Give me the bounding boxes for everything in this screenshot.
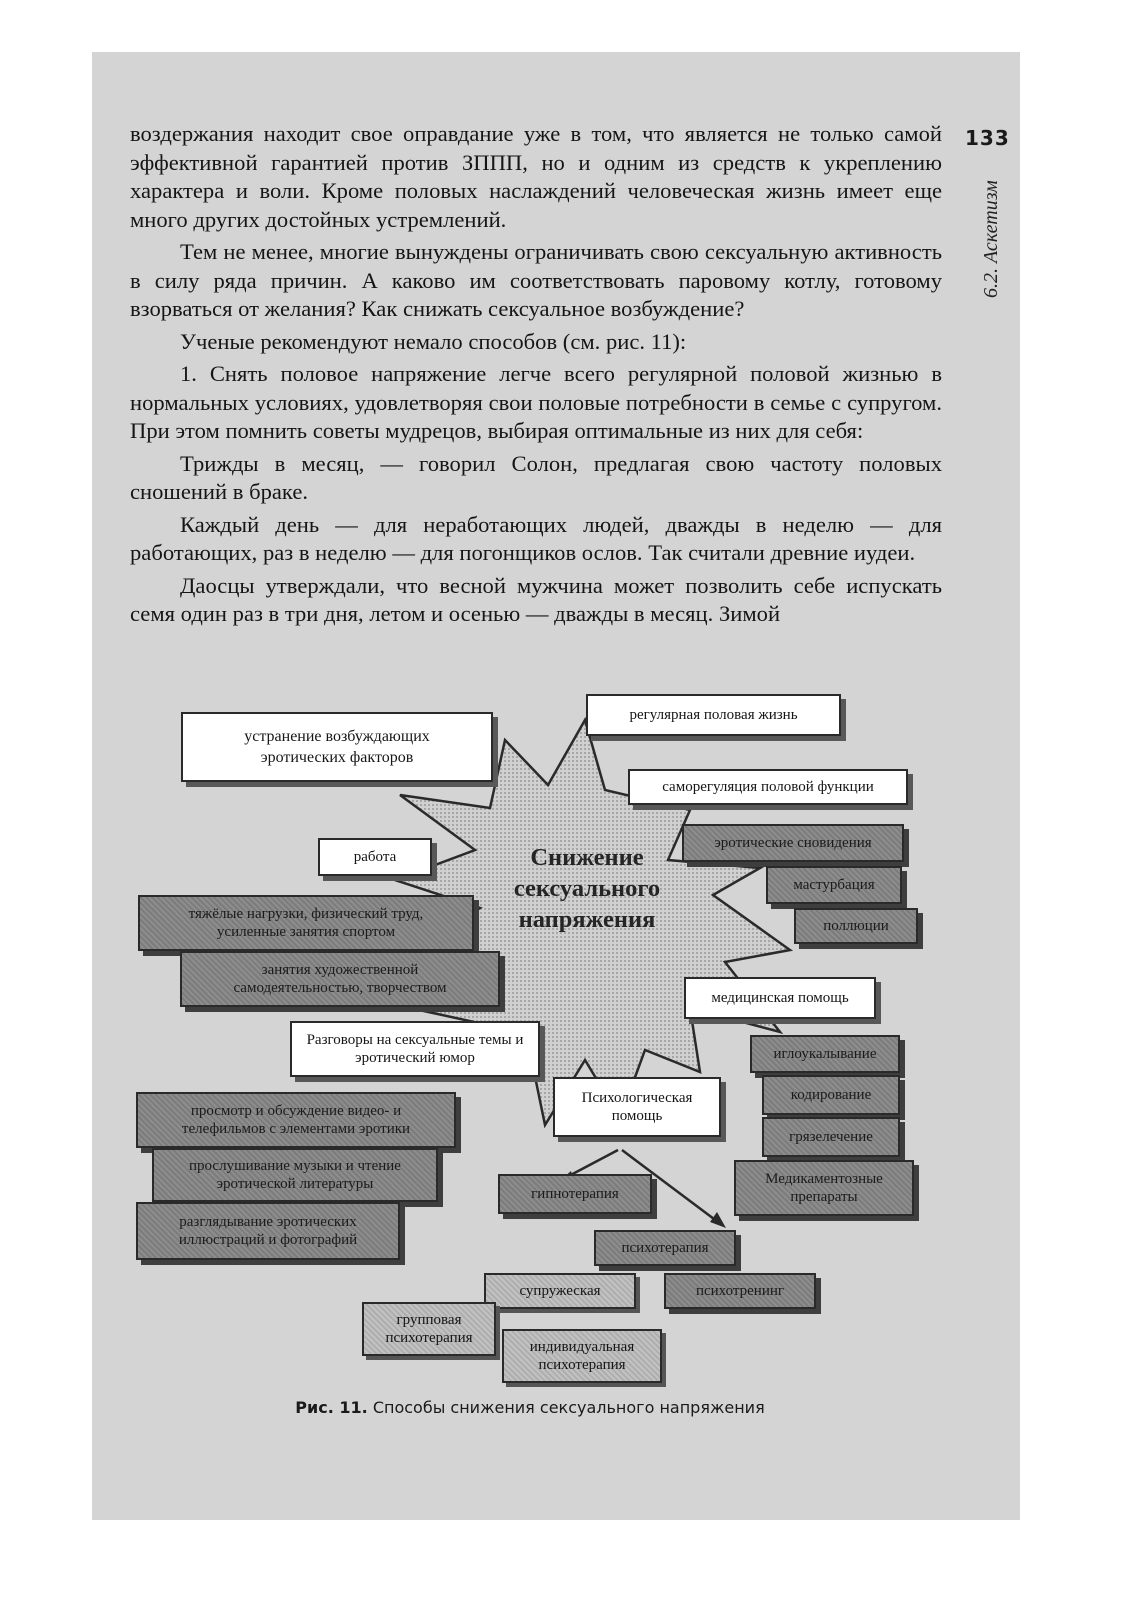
caption-text: Способы снижения сексуального напряжения [372,1398,765,1417]
node-razglyadyvanie: разглядывание эротических иллюстраций и фотографий [136,1202,400,1260]
diagram-center-title: Снижение сексуального напряжения [513,844,661,933]
paragraph-1: воздержания находит свое оправдание уже в том, что является не только самой эффективной гарантией против ЗППП, но и одним из средств к укреплению характера и воли. Кроме половых наслаждений человеческая жизнь имеет еще много других достойных устремлений. [130,121,942,232]
paragraph-4: 1. Снять половое напряжение легче всего регулярной половой жизнью в нормальных условиях, удовлетворяя свои половые потребности в семье с супругом. При этом помнить советы мудрецов, выбирая оптимальные из них для себя: [130,361,942,443]
node-psihoterapiya: психотерапия [594,1230,736,1266]
node-rabota: работа [318,838,432,876]
node-medicinskaya: медицинская помощь [684,977,876,1019]
node-regulyarnaya: регулярная половая жизнь [586,694,841,736]
node-pollyucii: поллюции [794,908,918,944]
node-gryazelechenie: грязелечение [762,1117,900,1157]
node-kodirovanie: кодирование [762,1075,900,1115]
running-head: 6.2. Аскетизм [980,180,1002,298]
node-supruzheskaya: супружеская [484,1273,636,1309]
node-igloukalyvanie: иглоукалывание [750,1035,900,1073]
node-gipnoterapiya: гипнотерапия [498,1174,652,1214]
figure-caption [200,1398,860,1417]
node-preparaty: Медикаментозные препараты [734,1160,914,1216]
node-gruppovaya: групповая психотерапия [362,1302,496,1356]
node-eroticheskie-snovideniya: эротические сновидения [682,824,904,862]
node-muzyka: прослушивание музыки и чтение эротической литературы [152,1148,438,1202]
node-psihotrening: психотренинг [664,1273,816,1309]
page-number: 133 [965,126,1010,150]
caption-label: Рис. 11. [295,1398,368,1417]
paragraph-2: Тем не менее, многие вынуждены ограничивать свою сексуальную активность в силу ряда причин. А каково им соответствовать паровому котлу, готовому взорваться от желания? Как снижать сексуальное возбуждение? [130,239,942,321]
node-prosmotr: просмотр и обсуждение видео- и телефильмов с элементами эротики [136,1092,456,1148]
node-nagruzki: тяжёлые нагрузки, физический труд, усиленные занятия спортом [138,895,474,951]
node-samoregulyaciya: саморегуляция половой функции [628,769,908,805]
node-ustranenie: устранение возбуждающих эротических факторов [181,712,493,782]
arrowhead-psychotherapy [710,1212,726,1228]
node-samodeyatelnost: занятия художественной самодеятельностью, творчеством [180,951,500,1007]
node-individualnaya: индивидуальная психотерапия [502,1329,662,1383]
paragraph-5: Трижды в месяц, — говорил Солон, предлагая свою частоту половых сношений в браке. [130,450,942,504]
paragraph-7: Даосцы утверждали, что весной мужчина может позволить себе испускать семя один раз в три дня, летом и осенью — дважды в месяц. Зимой [130,572,942,626]
paragraph-3: Ученые рекомендуют немало способов (см. рис. 11): [180,328,687,354]
paragraph-6: Каждый день — для неработающих людей, дважды в неделю — для работающих, раз в неделю — для погонщиков ослов. Так считали древние иудеи. [130,511,942,565]
node-masturbaciya: мастурбация [766,866,902,904]
node-razgovory: Разговоры на сексуальные темы и эротический юмор [290,1021,540,1077]
node-psihologicheskaya: Психологическая помощь [553,1077,721,1137]
